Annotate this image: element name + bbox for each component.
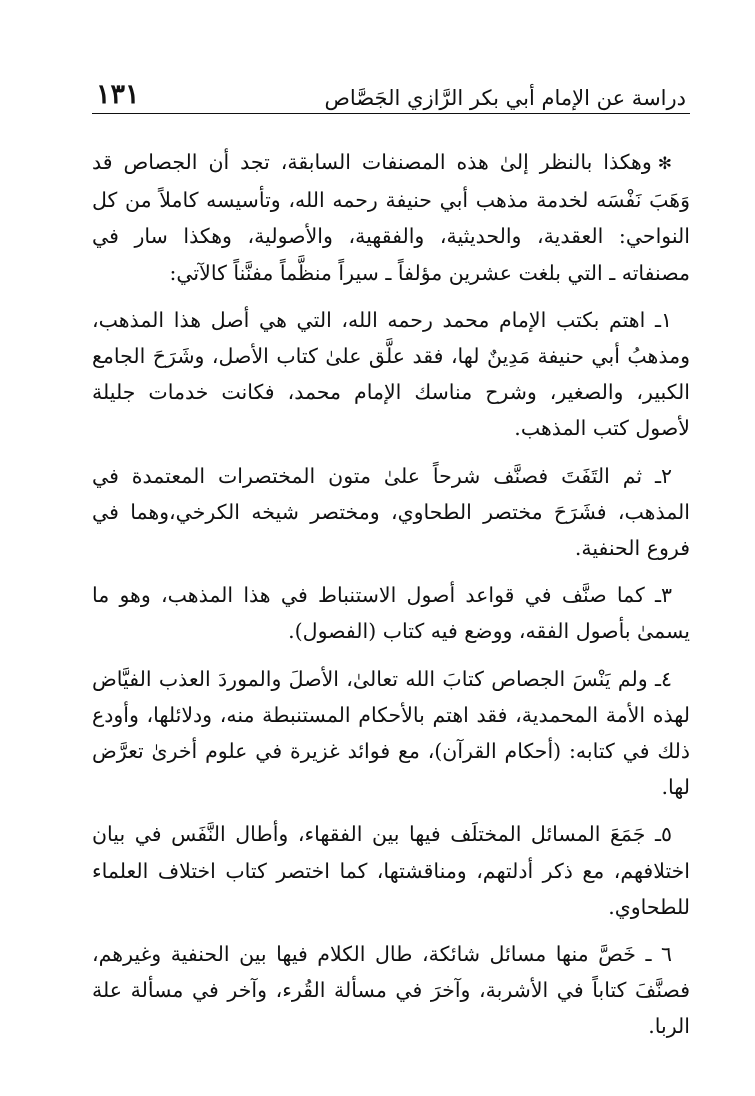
page-body [92, 144, 690, 1045]
book-page [92, 70, 690, 1056]
list-item-1: ١ـ اهتم بكتب الإمام محمد رحمه الله، التي هي أصل هذا المذهب، ومذهبُ أبي حنيفة مَدِينٌ لها، فقد علَّق علىٰ كتاب الأصل، وشَرَحَ الجامع الكبير، والصغير، وشرح مناسك الإمام محمد، فكانت خدمات جليلة لأصول كتب المذهب. [92, 307, 690, 441]
page-number: ١٣١ [96, 79, 140, 110]
list-item-4: ٤ـ ولم يَنْسَ الجصاص كتابَ الله تعالىٰ، الأصلَ والموردَ العذب الفيَّاض لهذه الأمة المحمدية، فقد اهتم بالأحكام المستنبطة منه، ودلائلها، وأودع ذلك في كتابه: (أحكام القرآن)، مع فوائد غزيرة في علوم أخرىٰ تعرَّض لها. [92, 666, 690, 800]
list-item-6: ٦ ـ خَصَّ منها مسائل شائكة، طال الكلام فيها بين الحنفية وغيرهم، فصنَّفَ كتاباً في الأشربة، وآخرَ في مسألة القُرء، وآخر في مسألة علة الربا. [92, 942, 690, 1039]
running-title: دراسة عن الإمام أبي بكر الرَّازي الجَصَّاص [324, 86, 686, 110]
intro-text: وهكذا بالنظر إلىٰ هذه المصنفات السابقة، تجد أن الجصاص قد وَهَبَ نَفْسَه لخدمة مذهب أبي حنيفة رحمه الله، وتأسيسه كاملاً من كل النواحي: العقدية، والحديثية، والفقهية، والأصولية، وهكذا سار في مصنفاته ـ التي بلغت عشرين مؤلفاً ـ سيراً منظَّماً مفنَّناً كالآتي: [92, 150, 690, 285]
list-item-3: ٣ـ كما صنَّف في قواعد أصول الاستنباط في هذا المذهب، وهو ما يسمىٰ بأصول الفقه، ووضع فيه كتاب (الفصول). [92, 583, 690, 644]
page-header [92, 70, 690, 114]
intro-paragraph [92, 144, 690, 291]
list-item-2: ٢ـ ثم التَفَتَ فصنَّف شرحاً علىٰ متون المختصرات المعتمدة في المذهب، فشَرَحَ مختصر الطحاوي، ومختصر شيخه الكرخي،وهما في فروع الحنفية. [92, 463, 690, 561]
asterism-marker: ✻ [657, 154, 672, 174]
list-item-5: ٥ـ جَمَعَ المسائل المختلَف فيها بين الفقهاء، وأطال النَّفَس في بيان اختلافهم، مع ذكر أدلتهم، ومناقشتها، كما اختصر كتاب اختلاف العلماء للطحاوي. [92, 822, 690, 919]
